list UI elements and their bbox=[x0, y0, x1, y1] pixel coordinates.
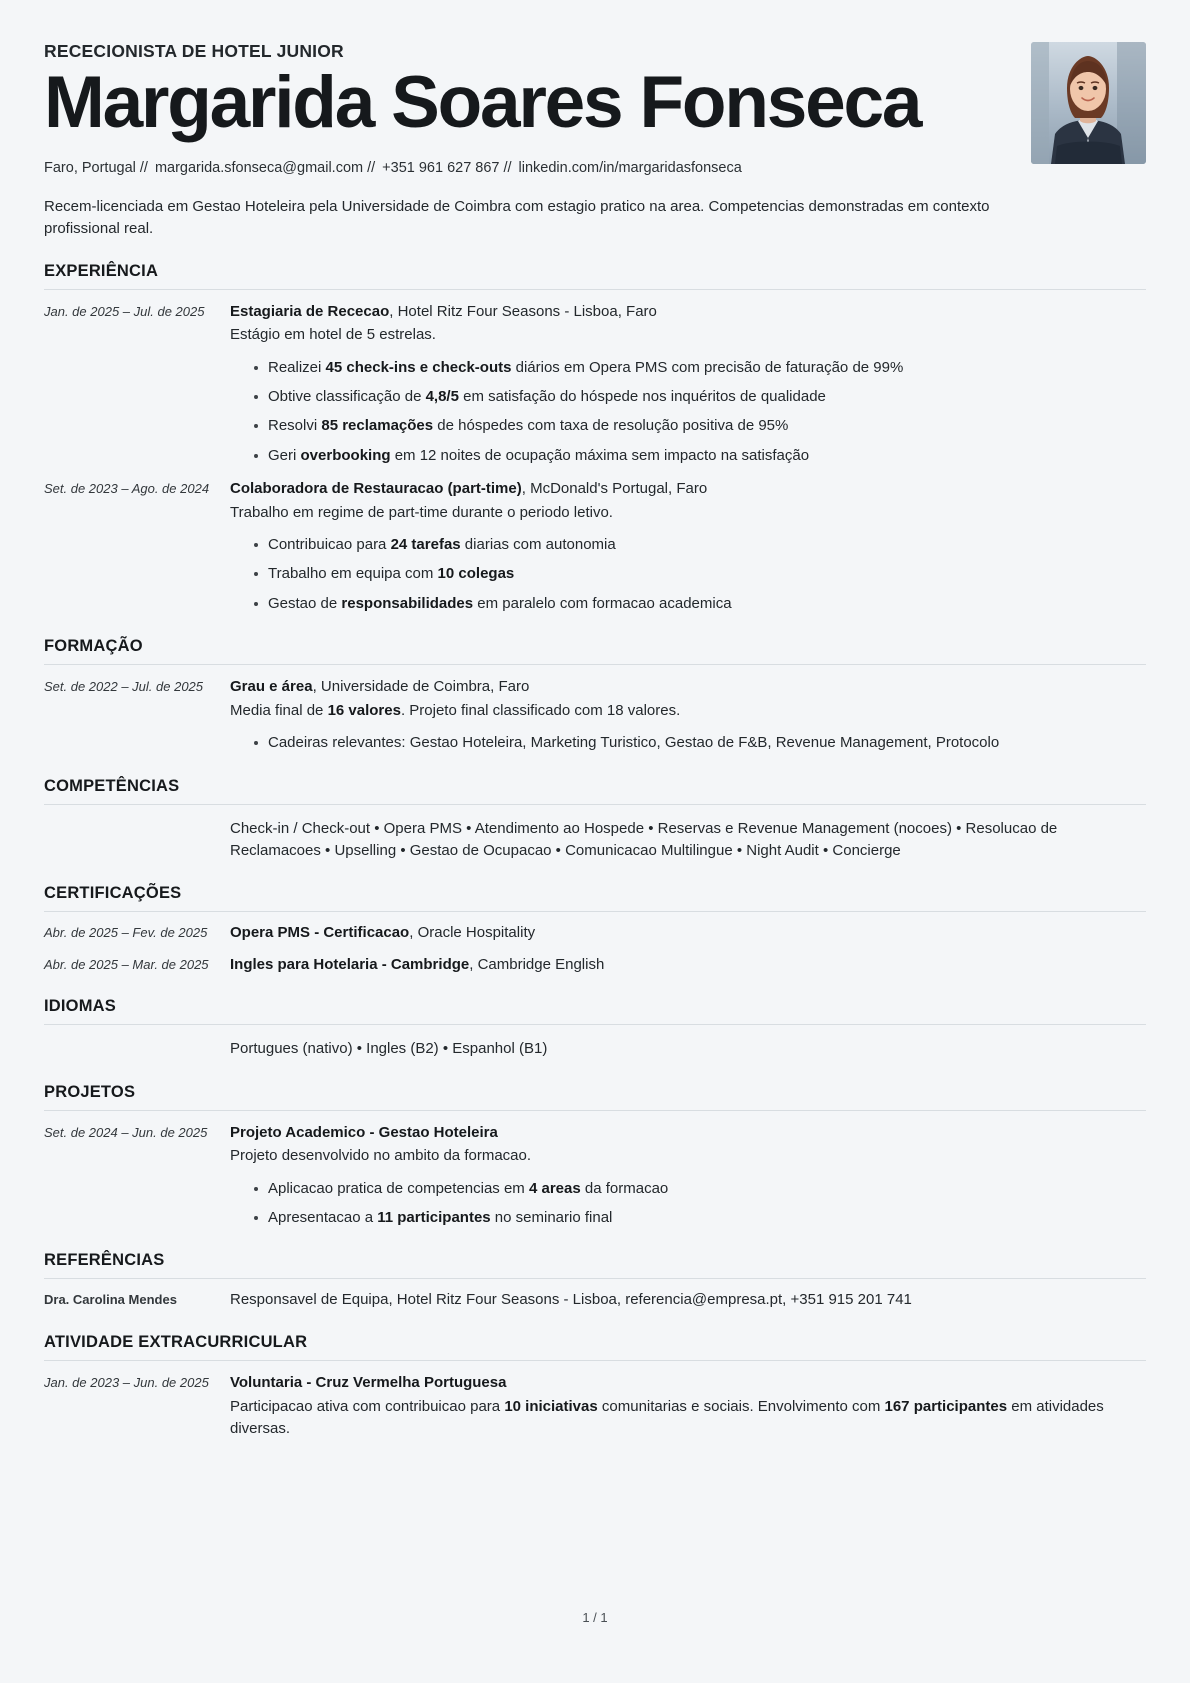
languages-text: Portugues (nativo) • Ingles (B2) • Espanhol (B1) bbox=[230, 1040, 548, 1058]
entry-body bbox=[230, 1289, 1146, 1311]
desc-bold-1: 10 iniciativas bbox=[504, 1397, 598, 1415]
desc-pre: Participacao ativa com contribuicao para bbox=[230, 1397, 505, 1415]
list-item bbox=[254, 357, 1146, 379]
bullet-text-pre: Apresentacao a bbox=[268, 1209, 378, 1227]
section-title-references: REFERÊNCIAS bbox=[44, 1251, 165, 1270]
section-education bbox=[44, 637, 1146, 755]
section-title-skills: COMPETÊNCIAS bbox=[44, 776, 180, 795]
bullet-text-post: da formacao bbox=[580, 1180, 669, 1198]
page-footer bbox=[0, 1610, 1190, 1625]
bullet-text-pre: Gestao de bbox=[268, 594, 342, 612]
entry-body bbox=[230, 1372, 1146, 1439]
section-title-experience: EXPERIÊNCIA bbox=[44, 261, 159, 280]
bullet-text-pre: Aplicacao pratica de competencias em bbox=[268, 1180, 529, 1198]
bullet-text-bold: overbooking bbox=[300, 446, 391, 464]
layout-spacer bbox=[44, 1038, 230, 1060]
bullet-text-post: de hóspedes com taxa de resolução positiva de 95% bbox=[433, 417, 789, 435]
bullet-text-bold: 10 colegas bbox=[437, 565, 515, 583]
desc-post: em atividades diversas. bbox=[230, 1397, 1104, 1437]
reference-name: Dra. Carolina Mendes bbox=[44, 1292, 177, 1308]
section-experience bbox=[44, 262, 1146, 615]
page-indicator: 1 / 1 bbox=[582, 1610, 608, 1625]
entry-company: , McDonald's Portugal, Faro bbox=[521, 479, 708, 497]
entry-body bbox=[230, 301, 1146, 467]
bullet-text-post: diarias com autonomia bbox=[460, 536, 616, 554]
project-entry bbox=[44, 1111, 1146, 1230]
entry-role: Ingles para Hotelaria - Cambridge bbox=[230, 955, 470, 973]
bullet-text-bold: responsabilidades bbox=[341, 594, 474, 612]
contact-separator-1: // bbox=[139, 160, 148, 177]
entry-subtitle: Trabalho em regime de part-time durante o periodo letivo. bbox=[230, 503, 613, 521]
extracurricular-entry bbox=[44, 1361, 1146, 1439]
detail-post: . Projeto final classificado com 18 valores. bbox=[400, 701, 681, 719]
entry-date: Jan. de 2025 – Jul. de 2025 bbox=[44, 303, 205, 319]
entry-company: , Universidade de Coimbra, Faro bbox=[312, 677, 530, 695]
skills-text: Check-in / Check-out • Opera PMS • Atendimento ao Hospede • Reservas e Revenue Management (nocoes) • Resolucao de Reclamacoes • Upselling • Gestao de Ocupacao • Comunicacao Multilingue • Night Audit • Concierge bbox=[230, 819, 1058, 859]
list-item bbox=[254, 563, 1146, 585]
profile-summary: Recem-licenciada em Gestao Hoteleira pela Universidade de Coimbra com estagio pratico na area. Competencias demonstradas em contexto profissional real. bbox=[44, 198, 990, 237]
desc-bold-2: 167 participantes bbox=[884, 1397, 1008, 1415]
experience-entry bbox=[44, 290, 1146, 467]
entry-subtitle: Projeto desenvolvido no ambito da formacao. bbox=[230, 1147, 532, 1165]
list-item bbox=[254, 445, 1146, 467]
entry-subtitle: Estágio em hotel de 5 estrelas. bbox=[230, 326, 436, 344]
bullet-text-post: em paralelo com formacao academica bbox=[473, 594, 732, 612]
list-item bbox=[254, 593, 1146, 615]
section-certifications bbox=[44, 884, 1146, 976]
bullet-text-pre: Contribuicao para bbox=[268, 536, 391, 554]
contact-separator-3: // bbox=[503, 160, 512, 177]
entry-date: Set. de 2023 – Ago. de 2024 bbox=[44, 480, 210, 496]
education-entry bbox=[44, 665, 1146, 755]
skills-row bbox=[44, 805, 1146, 862]
entry-date: Set. de 2024 – Jun. de 2025 bbox=[44, 1124, 208, 1140]
entry-description bbox=[230, 1396, 1146, 1440]
contact-email[interactable]: margarida.sfonseca@gmail.com bbox=[154, 160, 364, 177]
bullet-text-pre: Resolvi bbox=[268, 417, 322, 435]
entry-date: Jan. de 2023 – Jun. de 2025 bbox=[44, 1375, 209, 1391]
entry-bullet-list bbox=[230, 732, 1146, 754]
entry-company: , Oracle Hospitality bbox=[409, 923, 536, 941]
certification-entry bbox=[44, 944, 1146, 976]
entry-heading bbox=[230, 922, 1146, 944]
entry-heading bbox=[230, 301, 1146, 323]
certification-entry bbox=[44, 912, 1146, 944]
list-item bbox=[254, 415, 1146, 437]
entry-heading bbox=[230, 478, 1146, 500]
entry-role: Estagiaria de Rececao bbox=[230, 302, 390, 320]
entry-date: Abr. de 2025 – Fev. de 2025 bbox=[44, 924, 208, 940]
entry-role: Projeto Academico - Gestao Hoteleira bbox=[230, 1123, 498, 1141]
entry-company: , Cambridge English bbox=[469, 955, 605, 973]
reference-detail: Responsavel de Equipa, Hotel Ritz Four Seasons - Lisboa, referencia@empresa.pt, +351 915 201 741 bbox=[230, 1291, 912, 1309]
section-title-certifications: CERTIFICAÇÕES bbox=[44, 883, 182, 902]
bullet-text-pre: Trabalho em equipa com bbox=[268, 565, 438, 583]
entry-detail bbox=[230, 700, 1146, 722]
entry-body bbox=[230, 1122, 1146, 1230]
bullet-text-bold: 4,8/5 bbox=[425, 388, 459, 406]
section-title-languages: IDIOMAS bbox=[44, 997, 116, 1016]
contact-location: Faro, Portugal bbox=[44, 160, 136, 177]
entry-heading bbox=[230, 1122, 1146, 1144]
entry-heading bbox=[230, 676, 1146, 698]
bullet-text-post: em 12 noites de ocupação máxima sem impacto na satisfação bbox=[390, 446, 810, 464]
bullet-text-bold: 11 participantes bbox=[377, 1209, 491, 1227]
bullet-text-pre: Obtive classificação de bbox=[268, 388, 426, 406]
section-languages bbox=[44, 997, 1146, 1060]
bullet-text-bold: 85 reclamações bbox=[321, 417, 434, 435]
entry-bullet-list bbox=[230, 534, 1146, 615]
bullet-text-bold: 24 tarefas bbox=[390, 536, 461, 554]
entry-bullet-list bbox=[230, 1178, 1146, 1229]
entry-date: Abr. de 2025 – Mar. de 2025 bbox=[44, 956, 209, 972]
section-references bbox=[44, 1251, 1146, 1311]
entry-heading bbox=[230, 954, 1146, 976]
layout-spacer bbox=[44, 818, 230, 862]
bullet-text-post: no seminario final bbox=[490, 1209, 613, 1227]
bullet-text-pre: Realizei bbox=[268, 359, 326, 377]
entry-body bbox=[230, 676, 1146, 755]
section-title-projects: PROJETOS bbox=[44, 1082, 136, 1101]
bullet-text-post: em satisfação do hóspede nos inquéritos de qualidade bbox=[458, 388, 826, 406]
contact-linkedin[interactable]: linkedin.com/in/margaridasfonseca bbox=[518, 160, 742, 177]
entry-role: Grau e área bbox=[230, 677, 313, 695]
resume-header bbox=[44, 40, 1146, 240]
bullet-text-post: diários em Opera PMS com precisão de faturação de 99% bbox=[511, 359, 904, 377]
section-title-education: FORMAÇÃO bbox=[44, 636, 143, 655]
bullet-text-bold: 45 check-ins e check-outs bbox=[325, 359, 512, 377]
desc-mid: comunitarias e sociais. Envolvimento com bbox=[597, 1397, 885, 1415]
contact-phone[interactable]: +351 961 627 867 bbox=[382, 160, 500, 177]
entry-body bbox=[230, 954, 1146, 976]
portrait-photo-icon bbox=[1031, 42, 1146, 164]
entry-body bbox=[230, 478, 1146, 615]
contact-line bbox=[44, 158, 1011, 180]
entry-heading bbox=[230, 1372, 1146, 1394]
detail-pre: Media final de bbox=[230, 701, 328, 719]
bullet-text-pre: Cadeiras relevantes: Gestao Hoteleira, Marketing Turistico, Gestao de F&B, Revenue Management, Protocolo bbox=[268, 734, 1000, 752]
entry-role: Voluntaria - Cruz Vermelha Portuguesa bbox=[230, 1374, 507, 1392]
bullet-text-pre: Geri bbox=[268, 446, 301, 464]
section-extracurricular bbox=[44, 1333, 1146, 1439]
list-item bbox=[254, 534, 1146, 556]
entry-company: , Hotel Ritz Four Seasons - Lisboa, Faro bbox=[389, 302, 657, 320]
list-item bbox=[254, 386, 1146, 408]
bullet-text-bold: 4 areas bbox=[528, 1180, 581, 1198]
section-skills bbox=[44, 777, 1146, 862]
avatar bbox=[1031, 42, 1146, 164]
detail-bold: 16 valores bbox=[327, 701, 401, 719]
entry-date: Set. de 2022 – Jul. de 2025 bbox=[44, 678, 204, 694]
languages-row bbox=[44, 1025, 1146, 1060]
job-title: RECECIONISTA DE HOTEL JUNIOR bbox=[44, 41, 344, 61]
contact-separator-2: // bbox=[367, 160, 376, 177]
experience-entry bbox=[44, 467, 1146, 615]
section-title-extracurricular: ATIVIDADE EXTRACURRICULAR bbox=[44, 1333, 308, 1352]
reference-entry bbox=[44, 1279, 1146, 1311]
entry-role: Colaboradora de Restauracao (part-time) bbox=[230, 479, 522, 497]
section-projects bbox=[44, 1083, 1146, 1230]
page-title: Margarida Soares Fonseca bbox=[44, 61, 921, 143]
list-item bbox=[254, 1178, 1146, 1200]
list-item bbox=[254, 732, 1146, 754]
entry-body bbox=[230, 922, 1146, 944]
entry-role: Opera PMS - Certificacao bbox=[230, 923, 410, 941]
list-item bbox=[254, 1207, 1146, 1229]
entry-bullet-list bbox=[230, 357, 1146, 467]
